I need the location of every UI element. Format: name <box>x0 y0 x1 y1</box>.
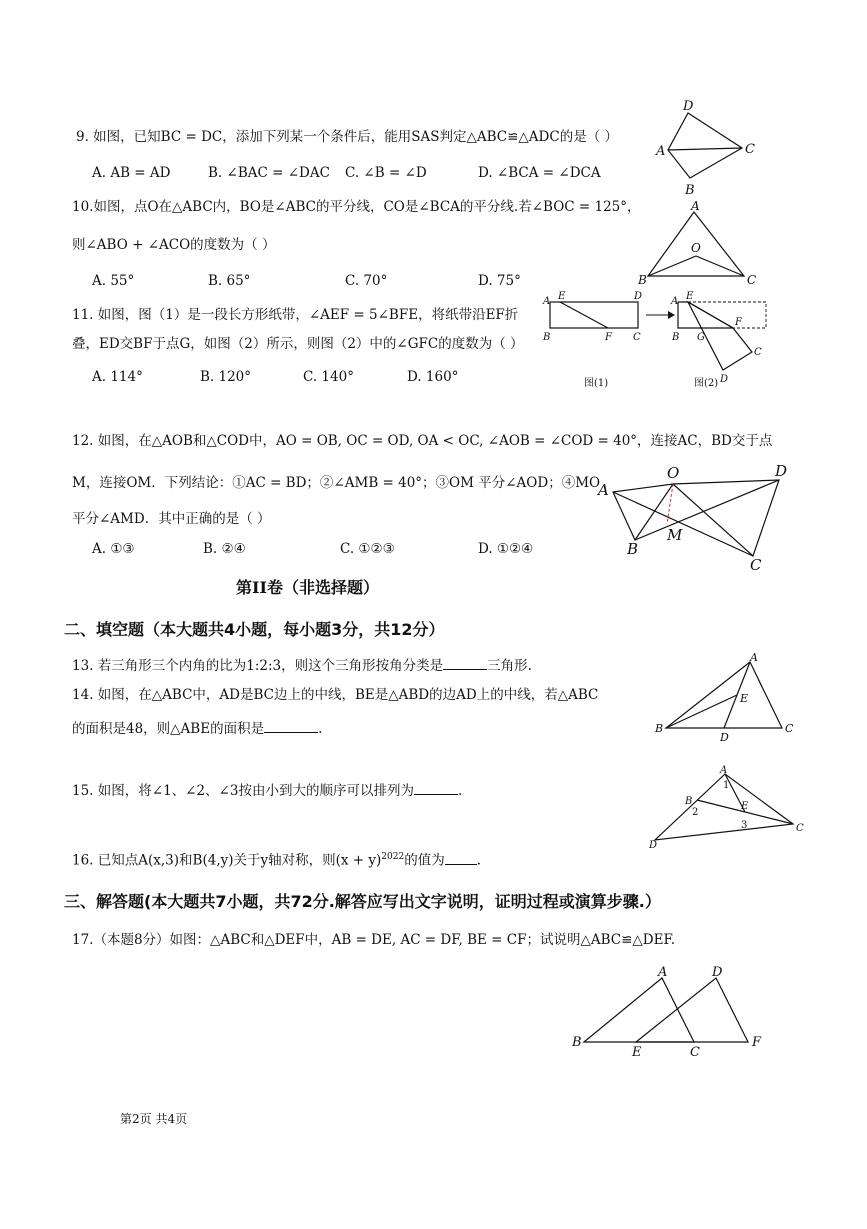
q11-fig1-label-d: D <box>634 291 643 302</box>
q10-option-a: A. 55° <box>92 273 135 289</box>
q9-label-b: B <box>685 183 695 198</box>
q10-bisectors <box>648 256 744 276</box>
q11-option-a: A. 114° <box>92 369 143 385</box>
q12-figure <box>595 462 795 572</box>
q15-stem <box>72 780 462 800</box>
q12-label-m: M <box>667 526 683 544</box>
q17-triangle-abc <box>584 978 694 1042</box>
q9-option-d: D. ∠BCA = ∠DCA <box>478 165 601 181</box>
q11-fig2-label-a: A <box>671 296 679 307</box>
volume-title: 第II卷（非选择题） <box>236 578 379 597</box>
q9-label-d: D <box>683 99 694 114</box>
q14-line2 <box>72 718 322 738</box>
q15-label-b: B <box>685 796 693 807</box>
q15-angle-1: 1 <box>723 780 730 791</box>
q14-text-after: . <box>318 721 323 737</box>
q11-fig2-caption: 图(2) <box>694 378 719 389</box>
q11-fig2-label-c: C <box>754 347 762 358</box>
q12-line-bd <box>635 480 779 540</box>
q14-label-a: A <box>750 651 758 664</box>
q11-fig2-label-e: E <box>686 291 694 302</box>
q12-line3: 平分∠AMD．其中正确的是（ ） <box>72 511 271 527</box>
q17-label-a: A <box>658 965 668 980</box>
q10-option-c: C. 70° <box>345 273 388 289</box>
q12-line1: 12. 如图，在△AOB和△COD中，AO = OB, OC = OD, OA < OC, ∠AOB = ∠COD = 40°，连接AC，BD交于点 <box>72 433 773 449</box>
q11-fig2-original <box>678 302 766 328</box>
q12-option-c: C. ①②③ <box>340 541 395 557</box>
q16-blank[interactable] <box>445 850 477 865</box>
q16-text: 16. 已知点A(x,3)和B(4,y)关于y轴对称，则(x + y) <box>72 852 382 869</box>
q9-diagonal-ac <box>668 148 742 150</box>
q11-fig1-label-b: B <box>543 332 551 343</box>
q9-figure <box>650 98 770 198</box>
q15-angle-3: 3 <box>741 820 748 831</box>
q9-option-c: C. ∠B = ∠D <box>345 165 427 181</box>
q13-blank[interactable] <box>443 655 487 670</box>
q10-line1: 10.如图，点O在△ABC内，BO是∠ABC的平分线，CO是∠BCA的平分线.若∠BOC = 125°， <box>72 199 641 215</box>
q11-fig1-strip <box>550 302 638 328</box>
q9-option-a: A. AB = AD <box>92 165 171 181</box>
q15-text: 15. 如图，将∠1、∠2、∠3按由小到大的顺序可以排列为 <box>72 783 414 799</box>
q9-label-a: A <box>656 144 666 159</box>
q11-fig2-label-d: D <box>720 374 729 385</box>
q10-label-a: A <box>691 199 700 213</box>
q15-blank[interactable] <box>414 780 458 795</box>
q11-arrow-head <box>668 311 675 319</box>
q14-label-c: C <box>785 722 794 735</box>
q12-label-b: B <box>627 540 639 558</box>
q14-text: 的面积是48，则△ABE的面积是 <box>72 721 265 737</box>
q13-text-after: 三角形. <box>487 658 532 674</box>
q11-fig2-label-b: B <box>672 332 680 343</box>
q10-option-d: D. 75° <box>478 273 521 289</box>
q11-option-b: B. 120° <box>200 369 252 385</box>
q13-text: 13. 若三角形三个内角的比为1:2:3，则这个三角形按角分类是 <box>72 658 444 674</box>
q11-fig2-label-g: G <box>697 332 705 343</box>
q11-fig1-label-e: E <box>558 291 566 302</box>
section2-heading: 二、填空题（本大题共4小题，每小题3分，共12分） <box>64 620 445 639</box>
q11-fig1-label-f: F <box>605 332 612 343</box>
q11-line2: 叠，ED交BF于点G，如图（2）所示，则图（2）中的∠GFC的度数为（ ） <box>72 336 524 352</box>
q15-label-a: A <box>720 765 728 776</box>
q17-label-c: C <box>690 1045 700 1060</box>
q17-stem: 17.（本题8分）如图：△ABC和△DEF中，AB = DE, AC = DF, BE = CF；试说明△ABC≌△DEF. <box>72 932 676 948</box>
q16-text-middle: 的值为 <box>404 852 445 869</box>
q12-label-d: D <box>775 462 788 480</box>
q14-figure <box>650 650 800 745</box>
q17-figure <box>570 966 770 1058</box>
q9-option-b: B. ∠BAC = ∠DAC <box>208 165 330 181</box>
q14-label-e: E <box>740 692 749 705</box>
q11-fig1-label-c: C <box>633 332 641 343</box>
q16-stem <box>72 848 481 870</box>
q17-label-b: B <box>572 1035 582 1050</box>
q11-fig2-strip <box>678 302 733 328</box>
q11-fig1-label-a: A <box>543 296 551 307</box>
page-footer: 第2页 共4页 <box>120 1112 188 1126</box>
q17-label-f: F <box>752 1035 762 1050</box>
q12-triangle-aob <box>613 484 673 540</box>
q12-option-d: D. ①②④ <box>478 541 534 557</box>
q9-label-c: C <box>745 142 755 157</box>
q9-stem: 9. 如图，已知BC = DC，添加下列某一个条件后，能用SAS判定△ABC≌△ADC的是（ ） <box>76 129 618 145</box>
q17-triangle-def <box>636 978 748 1042</box>
q11-fig1-caption: 图(1) <box>584 378 609 389</box>
q14-blank[interactable] <box>264 718 318 733</box>
q11-fig1-crease <box>560 302 608 328</box>
q15-label-c: C <box>796 823 804 834</box>
q12-option-b: B. ②④ <box>203 541 246 557</box>
q12-line2: M，连接OM．下列结论：①AC = BD；②∠AMB = 40°；③OM 平分∠AOD；④MO <box>72 475 601 491</box>
q10-option-b: B. 65° <box>208 273 251 289</box>
q15-figure <box>645 762 810 852</box>
q15-angle-2: 2 <box>692 807 699 818</box>
q12-label-a: A <box>598 481 609 499</box>
q11-line1: 11. 如图，图（1）是一段长方形纸带，∠AEF = 5∠BFE，将纸带沿EF折 <box>72 307 519 323</box>
q14-triangle <box>666 662 782 728</box>
q10-label-b: B <box>638 273 647 287</box>
q11-figure <box>540 290 775 395</box>
q12-label-c: C <box>750 556 762 574</box>
q15-label-d: D <box>649 840 658 851</box>
section3-heading: 三、解答题(本大题共7小题，共72分.解答应写出文字说明，证明过程或演算步骤.） <box>64 892 661 911</box>
q16-text-after: . <box>476 852 481 869</box>
q15-label-e: E <box>741 801 749 812</box>
q12-option-a: A. ①③ <box>92 541 135 557</box>
q11-option-c: C. 140° <box>303 369 354 385</box>
q10-figure <box>636 198 766 288</box>
q13-stem <box>72 655 532 675</box>
q11-fig2-label-f: F <box>735 317 742 328</box>
q17-label-d: D <box>712 965 723 980</box>
q10-line2: 则∠ABO + ∠ACO的度数为（ ） <box>72 237 276 253</box>
q16-exponent: 2022 <box>381 852 405 862</box>
q17-label-e: E <box>632 1045 642 1060</box>
q14-label-b: B <box>655 722 664 735</box>
q14-label-d: D <box>720 731 729 744</box>
q15-text-after: . <box>457 783 463 799</box>
q14-line1: 14. 如图，在△ABC中，AD是BC边上的中线，BE是△ABD的边AD上的中线，若△ABC <box>72 687 599 703</box>
q10-label-c: C <box>747 273 757 287</box>
q9-quadrilateral <box>668 113 742 178</box>
q10-label-o: O <box>691 241 701 255</box>
q11-option-d: D. 160° <box>407 369 459 385</box>
q12-label-o: O <box>667 464 680 482</box>
